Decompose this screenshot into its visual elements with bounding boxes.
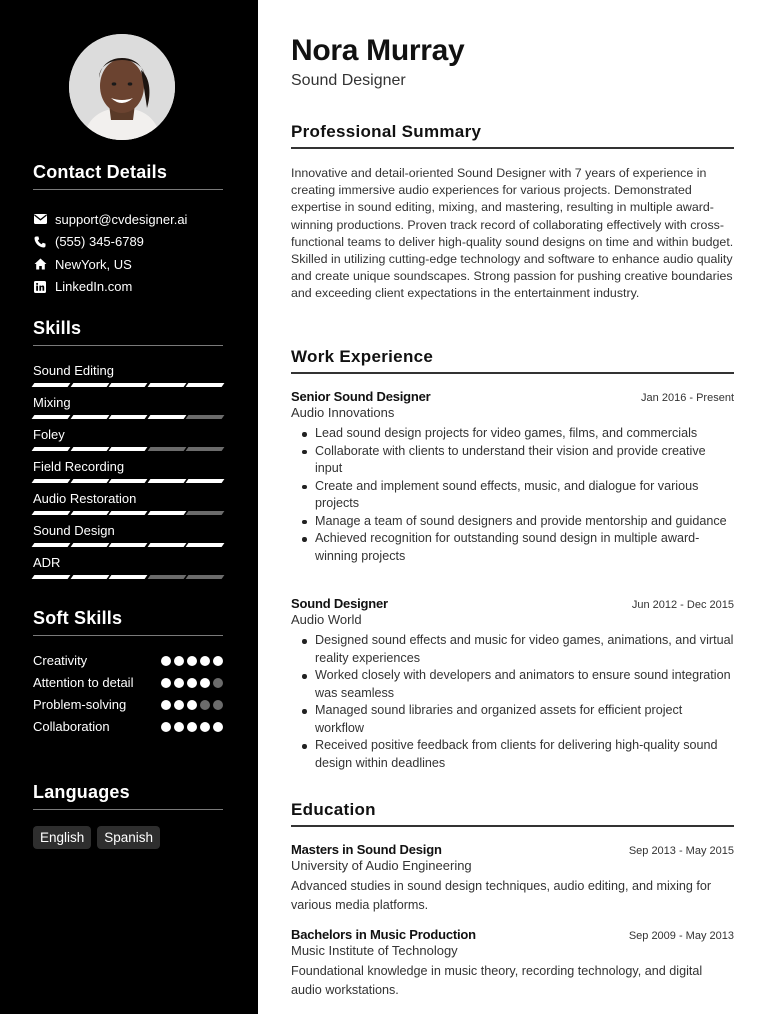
job-bullets (291, 425, 734, 565)
job-title: Senior Sound Designer (291, 389, 431, 404)
skill-level-segment (186, 575, 224, 579)
avatar (69, 34, 175, 140)
skill-level-segment (109, 383, 147, 387)
contact-phone-text: (555) 345-6789 (55, 234, 144, 250)
job-company: Audio Innovations (291, 405, 395, 420)
soft-skill-rating (161, 652, 223, 666)
soft-skill-rating (161, 696, 223, 710)
skill-item (33, 426, 223, 458)
skill-item (33, 490, 223, 522)
skills-list (33, 362, 223, 586)
skill-level-segment (109, 543, 147, 547)
soft-skills-title: Soft Skills (33, 608, 123, 628)
rating-dot (161, 700, 171, 710)
rating-dot (213, 656, 223, 666)
list-item: Achieved recognition for outstanding sound design in multiple award-winning projects (301, 530, 734, 565)
contact-phone[interactable] (33, 231, 233, 254)
languages-list (33, 826, 160, 849)
rating-dot (200, 700, 210, 710)
skill-level-segment (32, 511, 70, 515)
list-item: Lead sound design projects for video games, films, and commercials (301, 425, 734, 443)
job-date: Jun 2012 - Dec 2015 (631, 599, 734, 611)
skill-label: Audio Restoration (33, 491, 137, 506)
education-description: Advanced studies in sound design techniques, audio editing, and mixing for various media platforms. (291, 879, 712, 912)
contact-location-text: NewYork, US (55, 256, 132, 272)
skill-level-bar (33, 415, 223, 419)
contact-linkedin[interactable] (33, 276, 233, 299)
education-date: Sep 2009 - May 2013 (628, 930, 734, 942)
divider (33, 635, 223, 636)
education-entry (291, 842, 734, 914)
skill-level-segment (70, 511, 108, 515)
skill-level-segment (186, 511, 224, 515)
skill-label: Sound Design (33, 523, 115, 538)
skill-level-segment (109, 447, 147, 451)
language-tag: English (33, 826, 91, 849)
home-icon (33, 257, 47, 271)
skill-level-bar (33, 447, 223, 451)
sidebar (0, 0, 258, 1014)
education-title: Education (291, 800, 376, 819)
skill-label: Field Recording (33, 459, 125, 474)
skill-level-bar (33, 575, 223, 579)
soft-skill-item (33, 718, 223, 736)
person-role: Sound Designer (291, 72, 406, 89)
list-item: Managed sound libraries and organized assets for efficient project workflow (301, 702, 734, 737)
linkedin-icon (33, 280, 47, 294)
skill-level-segment (109, 575, 147, 579)
skill-level-bar (33, 479, 223, 483)
list-item: Create and implement sound effects, music, and dialogue for various projects (301, 478, 734, 513)
school-name: Music Institute of Technology (291, 943, 458, 958)
skill-level-segment (32, 415, 70, 419)
soft-skill-item (33, 674, 223, 692)
contact-linkedin-text: LinkedIn.com (55, 279, 133, 295)
skill-level-segment (70, 383, 108, 387)
rating-dot (200, 678, 210, 688)
contact-email[interactable] (33, 208, 233, 231)
divider (291, 372, 734, 374)
job-bullets (291, 632, 734, 772)
skill-level-segment (109, 511, 147, 515)
divider (291, 147, 734, 149)
skill-level-segment (32, 575, 70, 579)
degree-title: Masters in Sound Design (291, 842, 442, 857)
skill-level-segment (147, 415, 185, 419)
skill-level-segment (70, 447, 108, 451)
divider (291, 825, 734, 827)
skill-label: Foley (33, 427, 65, 442)
skill-label: ADR (33, 555, 61, 570)
list-item: Collaborate with clients to understand their vision and provide creative input (301, 443, 734, 478)
contact-email-text: support@cvdesigner.ai (55, 211, 188, 227)
skill-level-segment (147, 575, 185, 579)
rating-dot (187, 656, 197, 666)
rating-dot (161, 722, 171, 732)
skill-level-segment (32, 543, 70, 547)
job-company: Audio World (291, 612, 362, 627)
job-date: Jan 2016 - Present (641, 392, 734, 404)
skill-level-segment (186, 479, 224, 483)
person-name: Nora Murray (291, 34, 465, 67)
soft-skill-item (33, 652, 223, 670)
education-description: Foundational knowledge in music theory, recording technology, and digital audio workstations. (291, 964, 703, 997)
skill-level-segment (147, 479, 185, 483)
divider (33, 809, 223, 810)
soft-skills-list (33, 652, 223, 740)
skill-item (33, 362, 223, 394)
education-date: Sep 2013 - May 2015 (628, 845, 734, 857)
skill-level-segment (109, 479, 147, 483)
skill-level-segment (186, 447, 224, 451)
soft-skill-label: Creativity (33, 653, 88, 668)
rating-dot (161, 656, 171, 666)
skill-level-segment (32, 383, 70, 387)
contact-list (33, 208, 233, 298)
skill-level-bar (33, 543, 223, 547)
phone-icon (33, 235, 47, 249)
rating-dot (187, 700, 197, 710)
skill-level-segment (70, 415, 108, 419)
skills-title: Skills (33, 318, 82, 338)
divider (33, 189, 223, 190)
skill-level-bar (33, 511, 223, 515)
soft-skill-rating (161, 718, 223, 732)
contact-details-title: Contact Details (33, 162, 168, 182)
skill-label: Mixing (33, 395, 71, 410)
rating-dot (213, 722, 223, 732)
soft-skill-label: Collaboration (33, 719, 110, 734)
rating-dot (187, 722, 197, 732)
soft-skill-rating (161, 674, 223, 688)
languages-title: Languages (33, 782, 130, 802)
language-tag: Spanish (97, 826, 160, 849)
skill-level-segment (186, 383, 224, 387)
rating-dot (161, 678, 171, 688)
skill-item (33, 458, 223, 490)
list-item: Worked closely with developers and animators to ensure sound integration was seamless (301, 667, 734, 702)
soft-skill-item (33, 696, 223, 714)
skill-level-segment (70, 479, 108, 483)
skill-level-segment (109, 415, 147, 419)
list-item: Manage a team of sound designers and provide mentorship and guidance (301, 513, 734, 531)
skill-level-segment (147, 447, 185, 451)
skill-level-segment (147, 511, 185, 515)
skill-level-segment (70, 575, 108, 579)
skill-level-segment (32, 447, 70, 451)
skill-level-segment (147, 543, 185, 547)
rating-dot (187, 678, 197, 688)
rating-dot (213, 678, 223, 688)
list-item: Received positive feedback from clients for delivering high-quality sound design within deadlines (301, 737, 734, 772)
envelope-icon (33, 212, 47, 226)
soft-skill-label: Problem-solving (33, 697, 127, 712)
rating-dot (200, 722, 210, 732)
work-experience-title: Work Experience (291, 347, 434, 366)
skill-level-segment (70, 543, 108, 547)
skill-level-segment (186, 415, 224, 419)
skill-item (33, 522, 223, 554)
skill-level-segment (32, 479, 70, 483)
skill-level-segment (147, 383, 185, 387)
contact-location (33, 253, 233, 276)
job-entry (291, 596, 734, 772)
soft-skill-label: Attention to detail (33, 675, 134, 690)
rating-dot (213, 700, 223, 710)
job-entry (291, 389, 734, 565)
skill-level-bar (33, 383, 223, 387)
degree-title: Bachelors in Music Production (291, 927, 476, 942)
skill-label: Sound Editing (33, 363, 114, 378)
skill-item (33, 554, 223, 586)
skill-item (33, 394, 223, 426)
divider (33, 345, 223, 346)
school-name: University of Audio Engineering (291, 858, 472, 873)
rating-dot (174, 656, 184, 666)
portrait-photo (69, 34, 175, 140)
rating-dot (174, 700, 184, 710)
list-item: Designed sound effects and music for video games, animations, and virtual reality experiences (301, 632, 734, 667)
summary-text: Innovative and detail-oriented Sound Designer with 7 years of experience in creating immersive audio experiences for various projects. Demonstrated expertise in sound editing, mixing, and mastering, resulting in multiple award-winning productions. Proven track record of collaborating effectively with cross-functional teams to deliver high-quality sound designs on time and within budget. Skilled in utilizing cutting-edge technology and software to enhance audio quality and create unique soundscapes. Strong passion for pushing creative boundaries and exceeding client expectations in the entertainment industry. (291, 166, 734, 301)
education-entry (291, 927, 734, 999)
job-title: Sound Designer (291, 596, 388, 611)
rating-dot (174, 722, 184, 732)
skill-level-segment (186, 543, 224, 547)
rating-dot (200, 656, 210, 666)
professional-summary-title: Professional Summary (291, 122, 482, 141)
rating-dot (174, 678, 184, 688)
